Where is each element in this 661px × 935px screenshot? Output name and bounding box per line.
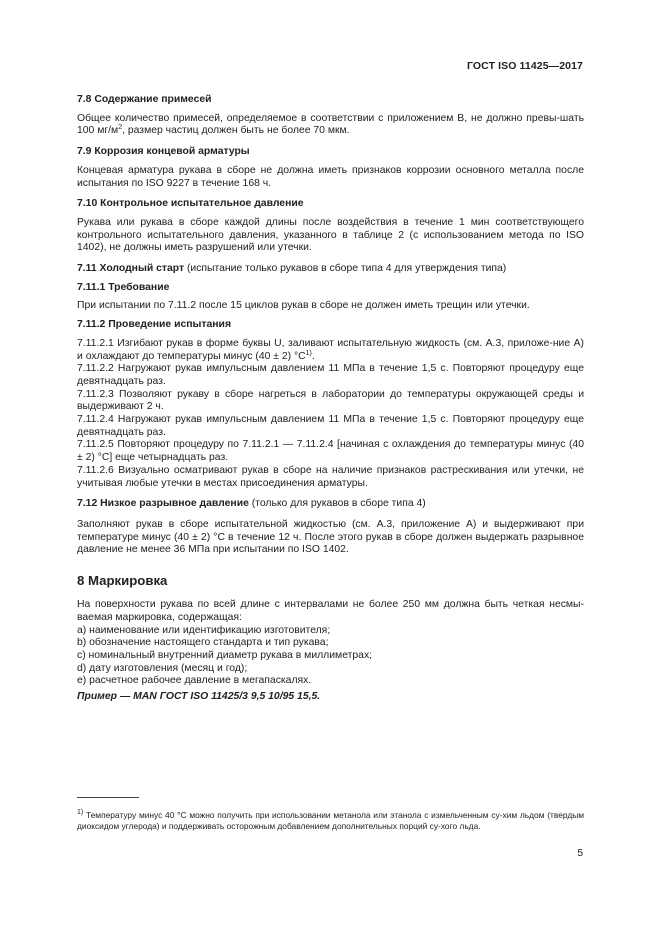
list-item: b) обозначение настоящего стандарта и тип рукава; — [77, 637, 329, 649]
section-7-11-2-1-a: 7.11.2.1 Изгибают рукав в форме буквы U, заливают испытательную жидкость (см. А.3, приложе-ние А) и охлаждают до температуры минус (40 ± 2) °C — [77, 337, 584, 362]
section-7-12-title-note: (только для рукавов в сборе типа 4) — [248, 498, 426, 510]
list-item: c) номинальный внутренний диаметр рукава в миллиметрах; — [77, 649, 373, 661]
section-7-11-heading — [77, 263, 584, 276]
section-8-title: 8 Маркировка — [77, 573, 168, 589]
page-content — [77, 94, 584, 704]
section-7-12-heading — [77, 498, 584, 511]
page-number: 5 — [577, 848, 583, 859]
superscript-2: 2 — [118, 124, 123, 132]
section-7-12-title: 7.12 Низкое разрывное давление — [77, 498, 249, 510]
footnote-ref-1: 1) — [305, 349, 312, 357]
section-7-8-text — [77, 113, 584, 138]
section-7-10-text: Рукава или рукава в сборе каждой длины после воздействия в течение 1 мин соответствующего контрольного испытательного давления, указанного в таблице 2 (с использованием метода по ISO 1402), не должны иметь разрушений или утечки. — [77, 216, 584, 254]
list-item: d) дату изготовления (месяц и год); — [77, 662, 248, 674]
section-7-12-text: Заполняют рукав в сборе испытательной жидкостью (см. А.3, приложение А) и выдерживают при температуре минус (40 ± 2) °C в течение 12 ч. После этого рукав в сборе должен выдержать разрывное давление не менее 36 МПа при испытании по ISO 1402. — [77, 518, 584, 556]
marking-example: Пример — MAN ГОСТ ISO 11425/3 9,5 10/95 15,5. — [77, 691, 321, 703]
section-7-11-title: 7.11 Холодный старт — [77, 263, 185, 275]
section-7-11-1-title: 7.11.1 Требование — [77, 281, 170, 293]
section-7-11-2-1 — [77, 338, 584, 363]
footnote-divider — [77, 797, 139, 798]
section-7-11-2-5: 7.11.2.5 Повторяют процедуру по 7.11.2.1 — 7.11.2.4 [начиная с охлаждения до температуры минус (40 ± 2) °C] еще четырнадцать раз. — [77, 439, 584, 464]
section-7-11-2-6: 7.11.2.6 Визуально осматривают рукав в сборе на наличие признаков растрескивания или утечки, не учитывая любые утечки в местах присоединения арматуры. — [77, 464, 584, 489]
section-8-intro: На поверхности рукава по всей длине с интервалами не более 250 мм должна быть четкая несмы-ваемая маркировка, содержащая: — [77, 599, 584, 623]
footnote-mark: 1) — [77, 809, 84, 817]
section-7-11-title-note: (испытание только рукавов в сборе типа 4 для утверждения типа) — [184, 263, 507, 275]
footnote — [77, 810, 584, 832]
section-7-11-1-text: При испытании по 7.11.2 после 15 циклов рукав в сборе не должен иметь трещин или утечки. — [77, 300, 530, 312]
section-7-9-text: Концевая арматура рукава в сборе не должна иметь признаков коррозии основного металла после испытания по ISO 9227 в течение 168 ч. — [77, 164, 584, 189]
section-7-8-title: 7.8 Содержание примесей — [77, 94, 212, 105]
section-7-10-title: 7.10 Контрольное испытательное давление — [77, 198, 304, 210]
list-item: а) наименование или идентификацию изготовителя; — [77, 624, 331, 636]
section-7-11-2-4: 7.11.2.4 Нагружают рукав импульсным давлением 11 МПа в течение 1,5 с. Повторяют процедуру еще девятнадцать раз. — [77, 414, 584, 438]
footnote-text: Температуру минус 40 °C можно получить при использовании метанола или этанола с измельченным су-хим льдом (твердым диоксидом углерода) и поддерживать осторожным добавлением дополнительных порций су-хого льда. — [77, 810, 584, 832]
section-7-11-2-1-b: . — [311, 350, 315, 362]
list-item: е) расчетное рабочее давление в мегапаскалях. — [77, 675, 312, 687]
standard-header: ГОСТ ISO 11425—2017 — [466, 60, 583, 72]
section-7-11-2-2: 7.11.2.2 Нагружают рукав импульсным давлением 11 МПа в течение 1,5 с. Повторяют процедуру еще девятнадцать раз. — [77, 363, 584, 387]
section-7-11-2-title: 7.11.2 Проведение испытания — [77, 319, 232, 331]
section-7-8-text-a: Общее количество примесей, определяемое в соответствии с приложением В, не должно превы-шать 100 мг/м — [77, 112, 584, 137]
section-7-8-text-b: , размер частиц должен быть не более 70 мкм. — [122, 125, 350, 137]
section-7-9-title: 7.9 Коррозия концевой арматуры — [77, 146, 250, 158]
section-7-11-2-3: 7.11.2.3 Позволяют рукаву в сборе нагреться в лаборатории до температуры окружающей среды и выдерживают 2 ч. — [77, 388, 584, 413]
